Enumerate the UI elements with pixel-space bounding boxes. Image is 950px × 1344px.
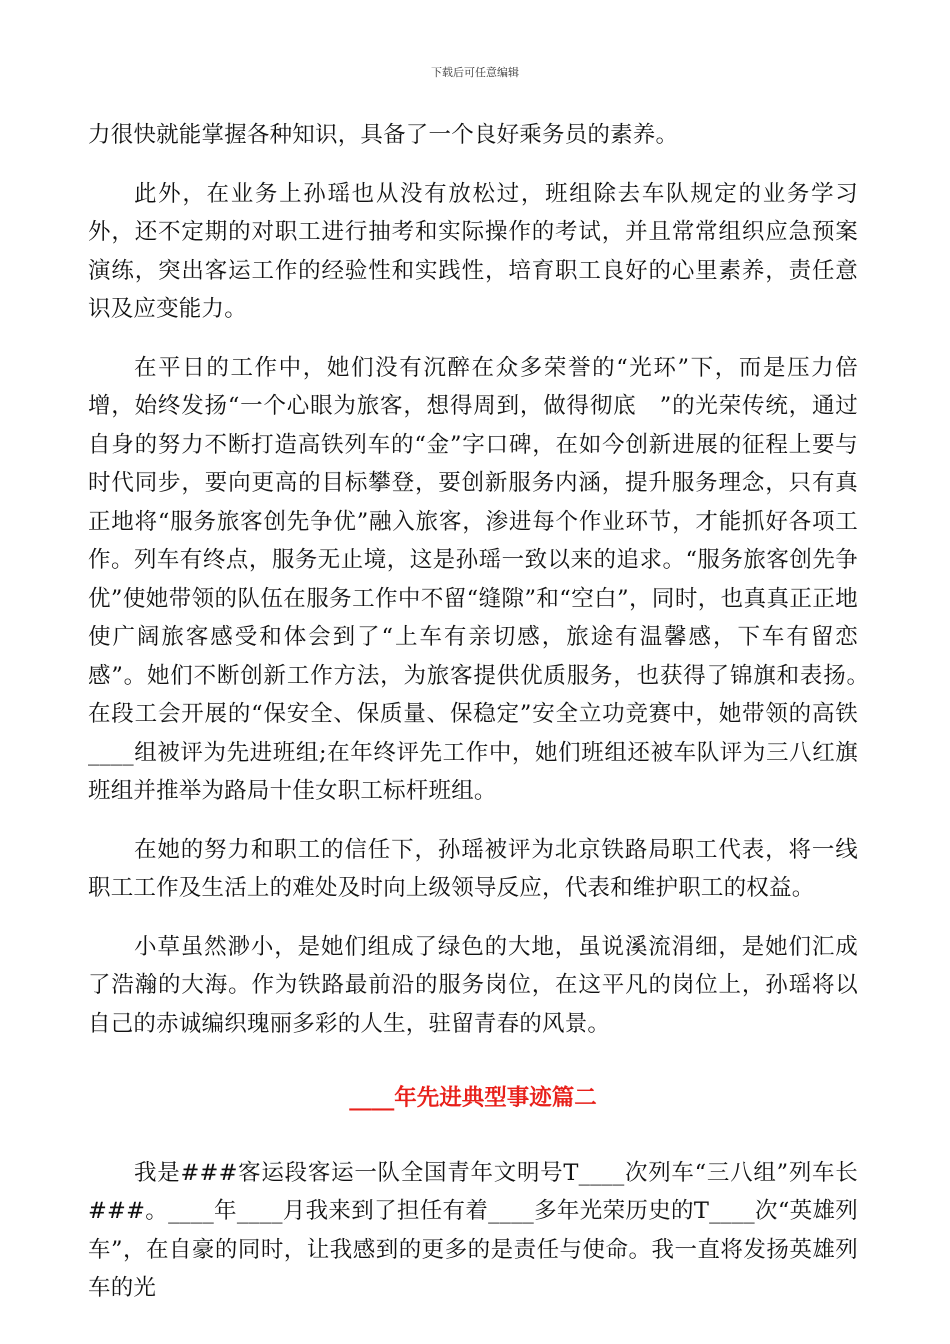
paragraph-3: 在平日的工作中，她们没有沉醉在众多荣誉的“光环”下，而是压力倍增，始终发扬“一个心眼为旅客，想得周到，做得彻底 ”的光荣传统，通过自身的努力不断打造高铁列车的“金”字口碑，在如今创新进展的征程上要与时代同步，要向更高的目标攀登，要创新服务内涵，提升服务理念，只有真正地将“服务旅客创先争优”融入旅客，渗进每个作业环节，才能抓好各项工作。列车有终点，服务无止境，这是孙瑶一致以来的追求。“服务旅客创先争优”使她带领的队伍在服务工作中不留“缝隙”和“空白”，同时，也真真正正地使广阔旅客感受和体会到了“上车有亲切感，旅途有温馨感，下车有留恋感”。她们不断创新工作方法，为旅客提供优质服务，也获得了锦旗和表扬。 在段工会开展的“保安全、保质量、保稳定”安全立功竞赛中，她带领的高铁____组被评为先进班组;在年终评先工作中，她们班组还被车队评为三八红旗班组并推举为路局十佳女职工标杆班组。	[88, 354, 881, 804]
page-header-note: 下载后可任意编辑	[431, 66, 519, 79]
section-heading: ____年先进典型事迹篇二	[349, 1085, 597, 1111]
paragraph-4: 在她的努力和职工的信任下，孙瑶被评为北京铁路局职工代表，将一线职工工作及生活上的难处及时向上级领导反应，代表和维护职工的权益。	[88, 836, 858, 901]
document-body	[88, 116, 881, 1308]
paragraph-6: 我是###客运段客运一队全国青年文明号T____次列车“三八组”列车长###。____年____月我来到了担任有着____多年光荣历史的T____次“英雄列车”，在自豪的同时，让我感到的更多的是责任与使命。我一直将发扬英雄列车的光	[88, 1159, 858, 1301]
paragraph-1: 力很快就能掌握各种知识，具备了一个良好乘务员的素养。	[88, 122, 679, 148]
paragraph-5: 小草虽然渺小，是她们组成了绿色的大地，虽说溪流涓细，是她们汇成了浩瀚的大海。作为铁路最前沿的服务岗位，在这平凡的岗位上，孙瑶将以自己的赤诚编织瑰丽多彩的人生，驻留青春的风景。	[88, 933, 858, 1037]
paragraph-2: 此外，在业务上孙瑶也从没有放松过，班组除去车队规定的业务学习外，还不定期的对职工进行抽考和实际操作的考试，并且常常组织应急预案演练，突出客运工作的经验性和实践性，培育职工良好的心里素养，责任意识及应变能力。	[88, 180, 858, 322]
